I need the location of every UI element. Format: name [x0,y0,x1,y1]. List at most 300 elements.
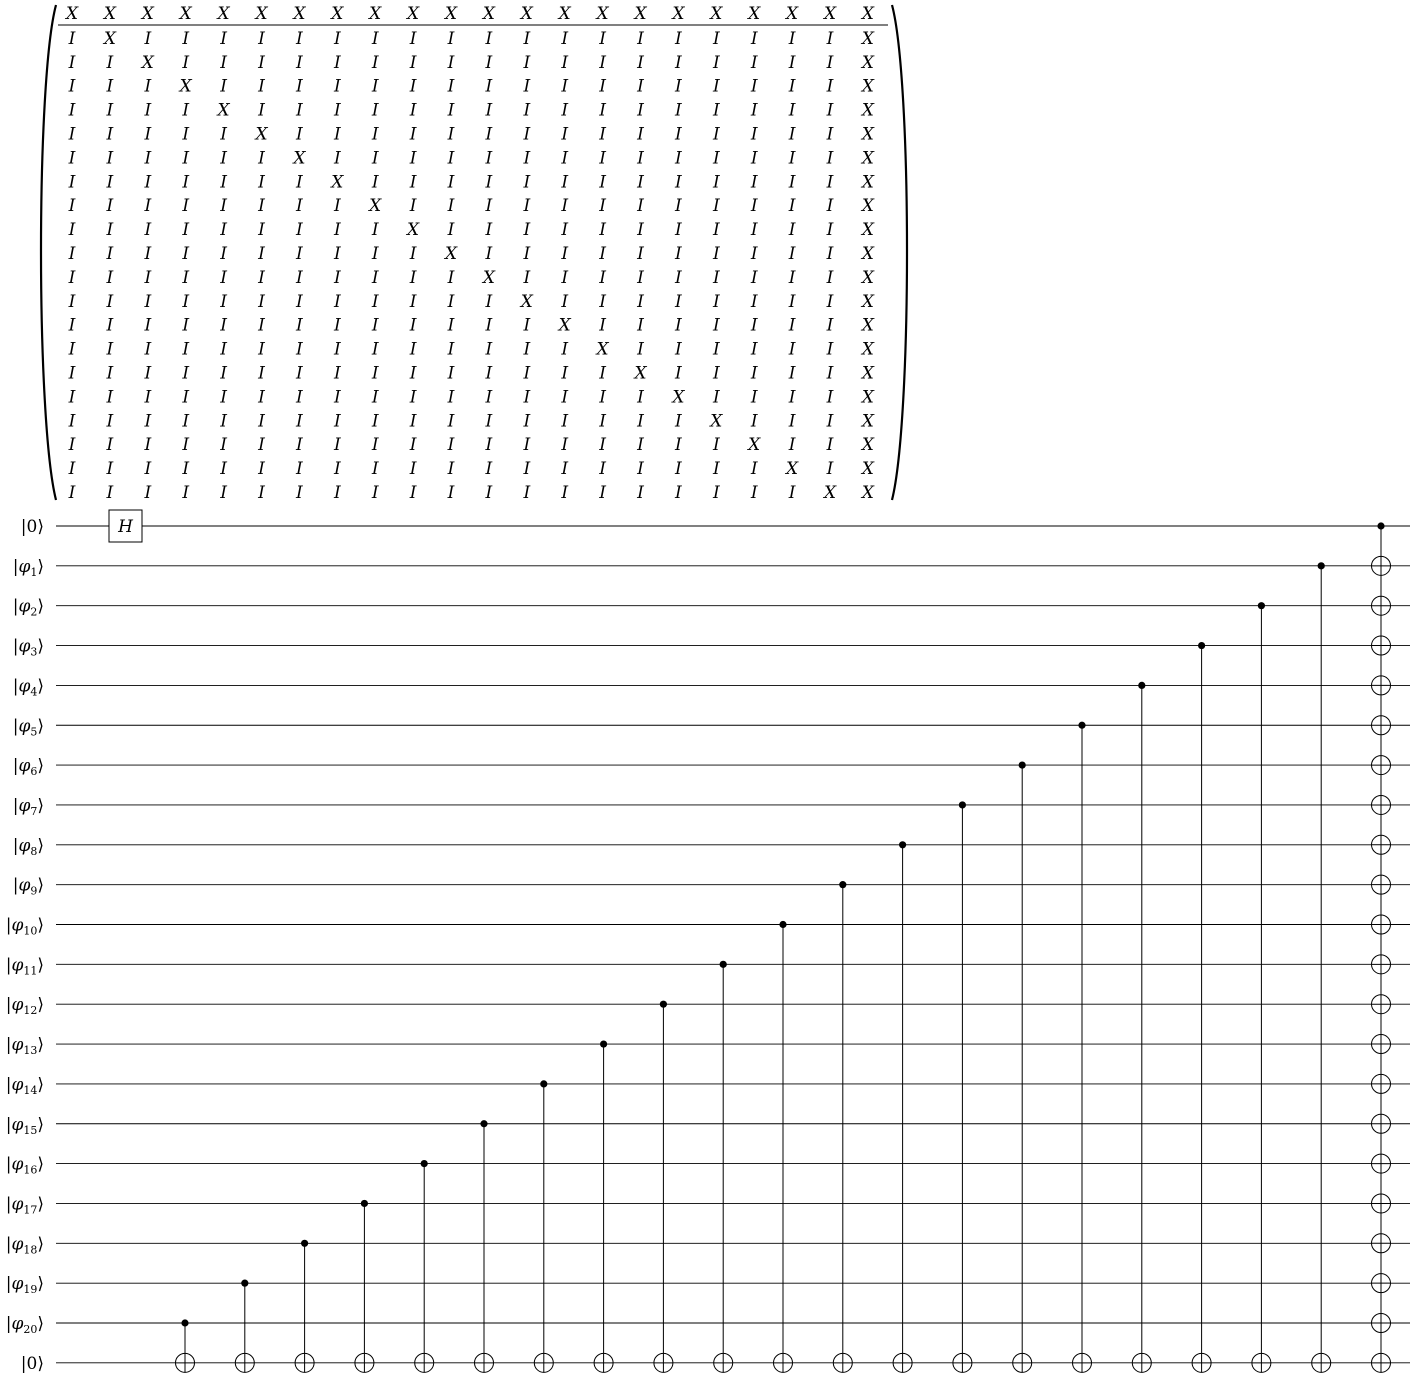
matrix-entry: I [182,387,190,408]
matrix-entry: I [599,76,606,97]
matrix-entry: I [409,196,417,217]
matrix-entry: I [258,196,265,217]
matrix-entry: I [826,387,834,408]
cnot-control-dot [839,881,846,888]
matrix-entry: I [788,339,796,360]
matrix-entry: X [482,4,495,24]
matrix-entry: X [369,196,382,217]
matrix-entry: I [144,172,152,193]
matrix-entry: I [712,459,720,480]
matrix-entry: I [144,220,152,241]
matrix-entry: I [144,148,152,169]
matrix-entry: I [675,363,682,384]
matrix-entry: I [296,28,303,49]
matrix-entry: I [371,315,379,336]
matrix-entry: I [333,339,341,360]
matrix-entry: I [182,435,190,456]
matrix-entry: I [258,315,265,336]
cnot-control-dot [779,921,786,928]
matrix-entry: I [182,411,190,432]
matrix-entry: I [182,483,190,503]
matrix-entry: I [485,124,493,145]
matrix-entry: I [675,483,682,503]
matrix-entry: X [141,52,154,73]
cnot-control-dot [1019,762,1026,769]
matrix-entry: I [220,124,227,145]
wire-ket-label: $|\varphi_8⟩$ [12,835,44,858]
matrix-entry: I [826,76,834,97]
matrix-entry: I [826,411,834,432]
matrix-entry: I [788,124,796,145]
matrix-entry: I [409,244,417,264]
matrix-entry: I [68,52,76,73]
matrix-entry: I [637,28,644,49]
matrix-entry: I [106,339,114,360]
matrix-entry: I [750,172,758,193]
matrix-entry: X [861,100,874,121]
matrix-entry: I [447,267,455,288]
matrix-entry: I [371,100,379,121]
matrix-entry: I [561,339,569,360]
wire-ket-label: $|\varphi_{10}⟩$ [5,915,44,938]
matrix-entry: I [712,483,720,503]
matrix-entry: I [144,411,152,432]
matrix-entry: I [258,291,265,312]
matrix-entry: I [144,244,152,264]
matrix-entry: I [220,435,227,456]
matrix-entry: I [68,291,76,312]
cnot-control-dot [1377,522,1384,529]
matrix-entry: I [447,291,455,312]
matrix-entry: I [68,267,76,288]
matrix-entry: I [296,124,303,145]
matrix-entry: I [826,244,834,264]
matrix-entry: I [523,172,531,193]
matrix-entry: I [750,459,758,480]
matrix-entry: I [106,76,114,97]
matrix-entry: I [409,483,417,503]
matrix-entry: I [788,100,796,121]
wire-ket-label: $|\varphi_{18}⟩$ [5,1234,44,1257]
matrix-entry: X [444,4,458,24]
matrix-entry: I [68,100,76,121]
matrix-entry: I [712,339,720,360]
matrix-entry: I [409,291,417,312]
matrix-entry: I [409,76,417,97]
matrix-entry: I [485,244,493,264]
matrix-entry: I [485,483,493,503]
matrix-entry: I [106,459,114,480]
matrix-entry: X [331,4,344,24]
matrix-entry: I [447,435,455,456]
matrix-entry: I [409,363,417,384]
matrix-entry: I [106,435,114,456]
cnot-control-dot [361,1200,368,1207]
matrix-entry: I [561,28,569,49]
matrix-entry: I [144,267,152,288]
matrix-entry: I [182,28,190,49]
matrix-entry: I [258,363,265,384]
matrix-entry: I [296,435,303,456]
matrix-entry: I [561,220,569,241]
matrix-entry: I [788,220,796,241]
matrix-entry: I [409,435,417,456]
matrix-entry: I [599,267,606,288]
matrix-entry: I [788,172,796,193]
matrix-entry: I [144,124,152,145]
matrix-entry: I [675,172,682,193]
matrix-entry: I [788,435,796,456]
matrix-entry: I [144,315,152,336]
matrix-entry: X [710,411,723,432]
matrix-entry: X [558,4,571,24]
matrix-entry: I [447,100,455,121]
matrix-entry: I [637,148,644,169]
matrix-entry: I [485,339,493,360]
matrix-entry: I [561,124,569,145]
matrix-entry: I [637,172,644,193]
matrix-entry: I [106,411,114,432]
matrix-entry: X [861,483,874,503]
matrix-entry: I [826,100,834,121]
cnot-control-dot [1318,562,1325,569]
matrix-entry: I [675,339,682,360]
matrix-entry: I [106,244,114,264]
wire-ket-label: $|\varphi_2⟩$ [12,596,44,619]
matrix-entry: I [371,148,379,169]
matrix-entry: I [144,100,152,121]
matrix-entry: X [861,315,874,336]
matrix-entry: I [333,52,341,73]
matrix-entry: I [144,76,152,97]
matrix-entry: X [861,291,874,312]
matrix-entry: X [444,244,458,264]
wire-ket-label: $|\varphi_7⟩$ [12,795,44,818]
matrix-entry: I [106,196,114,217]
matrix-entry: I [296,387,303,408]
matrix-entry: I [182,196,190,217]
matrix-entry: I [637,124,644,145]
matrix-entry: I [485,363,493,384]
matrix-entry: I [826,363,834,384]
cnot-control-dot [181,1319,188,1326]
matrix-entry: I [637,339,644,360]
matrix-entry: I [523,100,531,121]
matrix-entry: I [371,172,379,193]
matrix-entry: X [861,28,874,49]
matrix-entry: I [182,172,190,193]
wire-ket-label: $|\varphi_5⟩$ [12,716,44,739]
matrix-entry: I [296,363,303,384]
matrix-entry: I [258,220,265,241]
matrix-entry: X [179,76,192,97]
matrix-entry: I [258,483,265,503]
matrix-entry: X [293,148,306,169]
matrix-entry: I [333,435,341,456]
quantum-circuit [6,510,1410,1374]
matrix-entry: I [675,411,682,432]
matrix-entry: I [258,267,265,288]
matrix-entry: X [65,4,79,24]
matrix-entry: I [599,315,606,336]
matrix-entry: I [788,148,796,169]
matrix-entry: I [106,267,114,288]
matrix-entry: I [220,483,227,503]
matrix-entry: I [182,291,190,312]
matrix-entry: I [637,411,644,432]
wire-labels [6,517,44,1374]
matrix-entry: I [523,387,531,408]
matrix-entry: X [217,4,230,24]
matrix-entry: I [447,339,455,360]
matrix-entry: I [712,315,720,336]
matrix-entry: X [520,4,533,24]
matrix-entry: I [523,339,531,360]
matrix-entry: I [182,124,190,145]
matrix-entry: X [596,4,609,24]
matrix-entry: I [333,315,341,336]
matrix-entry: I [220,363,227,384]
matrix-entry: I [826,148,834,169]
matrix-entry: I [258,52,265,73]
matrix-entry: X [596,339,609,360]
matrix-entry: I [826,291,834,312]
circuit-wires [56,526,1410,1363]
matrix-entry: I [182,267,190,288]
wire-ket-label: $|\varphi_{15}⟩$ [5,1114,44,1137]
matrix-entry: I [144,291,152,312]
matrix-entry: I [220,148,227,169]
matrix-entry: X [369,4,382,24]
matrix-entry: X [861,196,874,217]
matrix-entry: I [296,244,303,264]
matrix-entry: I [296,172,303,193]
cnot-control-dot [899,841,906,848]
matrix-entry: I [258,339,265,360]
matrix-entry: I [182,459,190,480]
cnot-control-dot [1198,642,1205,649]
matrix-entry: I [826,339,834,360]
matrix-entry: X [634,363,647,384]
matrix-entry: I [68,244,76,264]
matrix-entry: I [485,315,493,336]
matrix-entry: I [106,220,114,241]
matrix-entry: I [106,52,114,73]
matrix-entry: I [106,483,114,503]
matrix-entry: I [182,220,190,241]
matrix-entry: I [788,196,796,217]
matrix-entry: X [672,4,685,24]
matrix-entry: I [296,100,303,121]
wire-ket-label: $|\varphi_{13}⟩$ [5,1035,44,1058]
matrix-entry: X [861,435,874,456]
matrix-entry: I [144,339,152,360]
matrix-entry: I [485,196,493,217]
matrix-entry: I [68,435,76,456]
matrix-entry: X [861,172,874,193]
matrix-entry: I [523,315,531,336]
matrix-entry: I [447,76,455,97]
cnot-control-dot [480,1120,487,1127]
matrix-entry: I [447,459,455,480]
matrix-entry: I [220,291,227,312]
matrix-entry: I [599,435,606,456]
matrix-entry: I [182,315,190,336]
matrix-entry: X [672,387,685,408]
matrix-entry: I [826,435,834,456]
matrix-entry: I [182,148,190,169]
matrix-entry: I [599,196,606,217]
matrix-entry: I [182,100,190,121]
matrix-entry: I [599,483,606,503]
matrix-entry: X [634,4,647,24]
matrix-entry: I [523,196,531,217]
matrix-entry: I [561,459,569,480]
wire-ket-label: |0⟩ [20,1353,44,1374]
matrix-entry: X [786,4,799,24]
matrix-entry: I [826,267,834,288]
matrix-entry: I [561,387,569,408]
matrix-entry: X [823,483,837,503]
matrix-entry: X [861,363,874,384]
matrix-entry: I [675,100,682,121]
matrix-entry: I [296,339,303,360]
matrix-entry: I [788,411,796,432]
wire-ket-label: $|\varphi_{17}⟩$ [5,1194,44,1217]
matrix-entry: I [637,483,644,503]
matrix-entry: I [409,339,417,360]
matrix-entry: I [826,28,834,49]
matrix-entry: I [485,100,493,121]
matrix-entry: I [447,220,455,241]
matrix-entry: I [333,483,341,503]
matrix-entry: I [712,100,720,121]
matrix-entry: I [409,148,417,169]
matrix-entry: I [333,100,341,121]
matrix-entry: I [220,172,227,193]
matrix-entry: I [371,435,379,456]
matrix-entry: I [371,244,379,264]
hadamard-gate-label: H [118,517,133,537]
matrix-entry: X [861,148,874,169]
wire-ket-label: $|\varphi_1⟩$ [12,556,44,579]
matrix-entry: I [561,244,569,264]
matrix-entry: I [599,244,606,264]
matrix-entry: I [599,28,606,49]
matrix-entry: I [788,387,796,408]
matrix-entry: I [485,172,493,193]
matrix-entry: X [407,4,420,24]
matrix-entry: I [561,148,569,169]
matrix-entry: I [409,315,417,336]
matrix-entry: I [220,196,227,217]
matrix-entry: I [447,363,455,384]
matrix-entry: I [144,435,152,456]
matrix-entry: I [826,220,834,241]
matrix-entry: I [144,387,152,408]
matrix-entry: X [748,435,761,456]
matrix-entry: I [599,363,606,384]
matrix-entry: I [106,363,114,384]
matrix-entry: I [296,459,303,480]
matrix-entry: I [561,363,569,384]
matrix-entry: I [447,387,455,408]
matrix-entry: I [447,315,455,336]
matrix-entry: I [220,28,227,49]
matrix-entry: I [637,267,644,288]
matrix-entry: I [258,148,265,169]
matrix-entry: I [258,244,265,264]
matrix-entry: X [141,4,154,24]
matrix-entry: I [637,52,644,73]
wire-ket-label: $|\varphi_3⟩$ [12,636,44,659]
matrix-entry: I [523,76,531,97]
matrix-entry: I [447,124,455,145]
matrix-entry: X [710,4,723,24]
matrix-entry: I [371,291,379,312]
matrix-entry: I [333,267,341,288]
matrix-entry: I [333,220,341,241]
matrix-entry: I [561,291,569,312]
matrix-entry: I [561,52,569,73]
matrix-entry: I [750,483,758,503]
matrix-entry: I [675,435,682,456]
matrix-entry: X [103,4,116,24]
wire-ket-label: |0⟩ [20,517,44,537]
matrix-entry: I [409,172,417,193]
matrix-entry: X [217,100,230,121]
matrix-entry: I [485,435,493,456]
matrix-entry: I [371,76,379,97]
matrix-entry: I [675,459,682,480]
matrix-entry: I [675,124,682,145]
matrix-entry: I [750,148,758,169]
matrix-entry: I [675,76,682,97]
matrix-entry: I [68,220,76,241]
matrix-entry: I [750,124,758,145]
matrix-entry: I [750,339,758,360]
matrix-entry: I [371,267,379,288]
matrix-entry: X [103,28,116,49]
matrix-cells [64,4,875,503]
matrix-entry: I [220,315,227,336]
matrix-entry: I [296,315,303,336]
matrix-entry: I [144,196,152,217]
matrix-entry: I [599,387,606,408]
wire-ket-label: $|\varphi_{16}⟩$ [5,1154,44,1177]
matrix-entry: I [144,459,152,480]
matrix-entry: I [220,267,227,288]
matrix-entry: I [637,315,644,336]
matrix-entry: I [371,220,379,241]
matrix-entry: X [861,411,874,432]
matrix-entry: I [220,339,227,360]
matrix-entry: I [712,244,720,264]
matrix-entry: I [750,28,758,49]
matrix-entry: I [258,459,265,480]
matrix-entry: I [447,148,455,169]
matrix-entry: I [675,315,682,336]
matrix-entry: I [333,28,341,49]
matrix-entry: I [371,339,379,360]
matrix-entry: I [712,435,720,456]
matrix-entry: I [68,315,76,336]
matrix-entry: I [68,148,76,169]
matrix-entry: I [333,411,341,432]
matrix-entry: I [333,76,341,97]
matrix-entry: I [333,459,341,480]
matrix-entry: I [485,148,493,169]
